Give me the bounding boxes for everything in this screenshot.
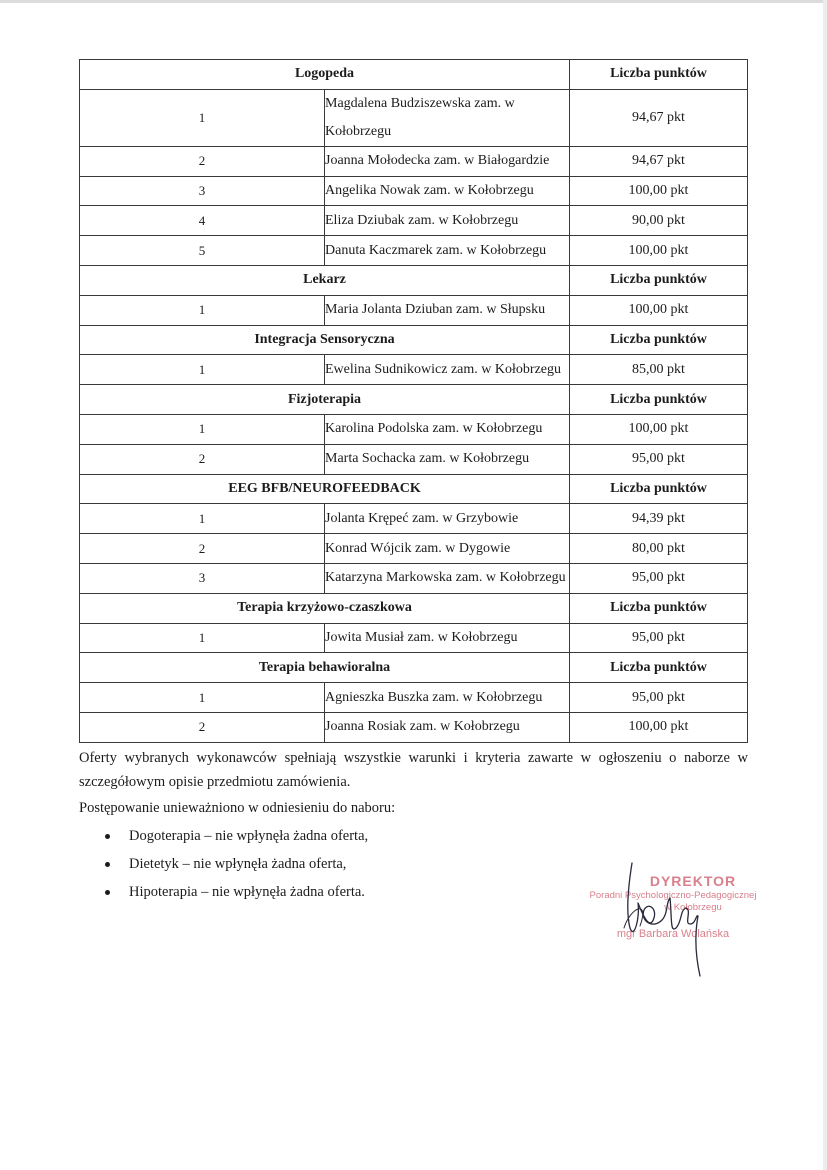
table-row [80,206,748,236]
stamp-city: w Kołobrzegu [664,902,722,913]
section-title: Terapia krzyżowo-czaszkowa [80,593,570,623]
contractor-name: Marta Sochacka zam. w Kołobrzegu [325,444,570,474]
points-value: 95,00 pkt [570,623,748,653]
points-value: 100,00 pkt [570,236,748,266]
table-row [80,146,748,176]
contractor-name: Jolanta Krępeć zam. w Grzybowie [325,504,570,534]
row-number: 1 [80,504,325,534]
section-header-row [80,474,748,504]
table-row [80,89,748,146]
bullet-icon [105,890,110,895]
points-value: 100,00 pkt [570,295,748,325]
points-value: 94,67 pkt [570,89,748,146]
page-right-edge [823,0,827,1170]
contractor-name: Katarzyna Markowska zam. w Kołobrzegu [325,563,570,593]
table-row [80,295,748,325]
points-value: 100,00 pkt [570,414,748,444]
points-column-header: Liczba punktów [570,60,748,90]
table-row [80,504,748,534]
contractor-name: Karolina Podolska zam. w Kołobrzegu [325,414,570,444]
points-value: 100,00 pkt [570,712,748,742]
points-value: 80,00 pkt [570,534,748,564]
row-number: 2 [80,444,325,474]
cancelled-list-item [79,878,579,906]
section-header-row [80,265,748,295]
points-value: 94,39 pkt [570,504,748,534]
row-number: 2 [80,534,325,564]
table-row [80,623,748,653]
section-title: EEG BFB/NEUROFEEDBACK [80,474,570,504]
stamp-title: DYREKTOR [649,873,737,889]
cancelled-item-text: Dogoterapia – nie wpłynęła żadna oferta, [129,828,369,844]
section-title: Integracja Sensoryczna [80,325,570,355]
section-title: Fizjoterapia [80,385,570,415]
section-header-row [80,325,748,355]
row-number: 1 [80,295,325,325]
cancelled-list [79,822,579,906]
section-header-row [80,653,748,683]
points-value: 85,00 pkt [570,355,748,385]
contractor-name: Joanna Mołodecka zam. w Białogardzie [325,146,570,176]
bullet-icon [105,862,110,867]
points-column-header: Liczba punktów [570,325,748,355]
section-header-row [80,385,748,415]
row-number: 1 [80,623,325,653]
table-row [80,683,748,713]
row-number: 2 [80,146,325,176]
points-value: 100,00 pkt [570,176,748,206]
points-column-header: Liczba punktów [570,593,748,623]
row-number: 4 [80,206,325,236]
table-row [80,563,748,593]
contractor-name: Eliza Dziubak zam. w Kołobrzegu [325,206,570,236]
row-number: 2 [80,712,325,742]
contractor-name: Agnieszka Buszka zam. w Kołobrzegu [325,683,570,713]
section-header-row [80,593,748,623]
stamp-director-name: mgr Barbara Wolańska [616,928,730,940]
results-table [79,59,748,743]
points-value: 95,00 pkt [570,683,748,713]
row-number: 1 [80,414,325,444]
results-table-body [80,60,748,743]
table-row [80,355,748,385]
section-header-row [80,60,748,90]
table-row [80,444,748,474]
row-number: 1 [80,355,325,385]
bullet-icon [105,834,110,839]
row-number: 5 [80,236,325,266]
points-column-header: Liczba punktów [570,265,748,295]
row-number: 3 [80,563,325,593]
stamp-institution: Poradni Psychologiczno-Pedagogicznej [589,890,757,901]
table-row [80,236,748,266]
conclusion-paragraph: Oferty wybranych wykonawców spełniają wszystkie warunki i kryteria zawarte w ogłoszeniu o naborze w szczegółowym opisie przedmiotu zamówienia. [79,750,748,790]
points-value: 95,00 pkt [570,563,748,593]
table-row [80,414,748,444]
contractor-name: Magdalena Budziszewska zam. w Kołobrzegu [325,89,570,146]
contractor-name: Angelika Nowak zam. w Kołobrzegu [325,176,570,206]
page-top-edge [0,0,827,3]
points-value: 95,00 pkt [570,444,748,474]
table-row [80,712,748,742]
row-number: 3 [80,176,325,206]
table-row [80,176,748,206]
contractor-name: Konrad Wójcik zam. w Dygowie [325,534,570,564]
section-title: Logopeda [80,60,570,90]
cancelled-list-item [79,850,579,878]
table-row [80,534,748,564]
contractor-name: Joanna Rosiak zam. w Kołobrzegu [325,712,570,742]
cancelled-item-text: Hipoterapia – nie wpłynęła żadna oferta. [129,884,365,900]
section-title: Lekarz [80,265,570,295]
cancelled-item-text: Dietetyk – nie wpłynęła żadna oferta, [129,856,347,872]
points-column-header: Liczba punktów [570,474,748,504]
contractor-name: Maria Jolanta Dziuban zam. w Słupsku [325,295,570,325]
contractor-name: Jowita Musiał zam. w Kołobrzegu [325,623,570,653]
cancelled-list-item [79,822,579,850]
points-column-header: Liczba punktów [570,653,748,683]
points-value: 94,67 pkt [570,146,748,176]
cancellation-paragraph: Postępowanie unieważniono w odniesieniu do naboru: [79,800,396,816]
points-column-header: Liczba punktów [570,385,748,415]
contractor-name: Danuta Kaczmarek zam. w Kołobrzegu [325,236,570,266]
points-value: 90,00 pkt [570,206,748,236]
row-number: 1 [80,89,325,146]
section-title: Terapia behawioralna [80,653,570,683]
contractor-name: Ewelina Sudnikowicz zam. w Kołobrzegu [325,355,570,385]
row-number: 1 [80,683,325,713]
handwritten-signature [610,858,720,983]
